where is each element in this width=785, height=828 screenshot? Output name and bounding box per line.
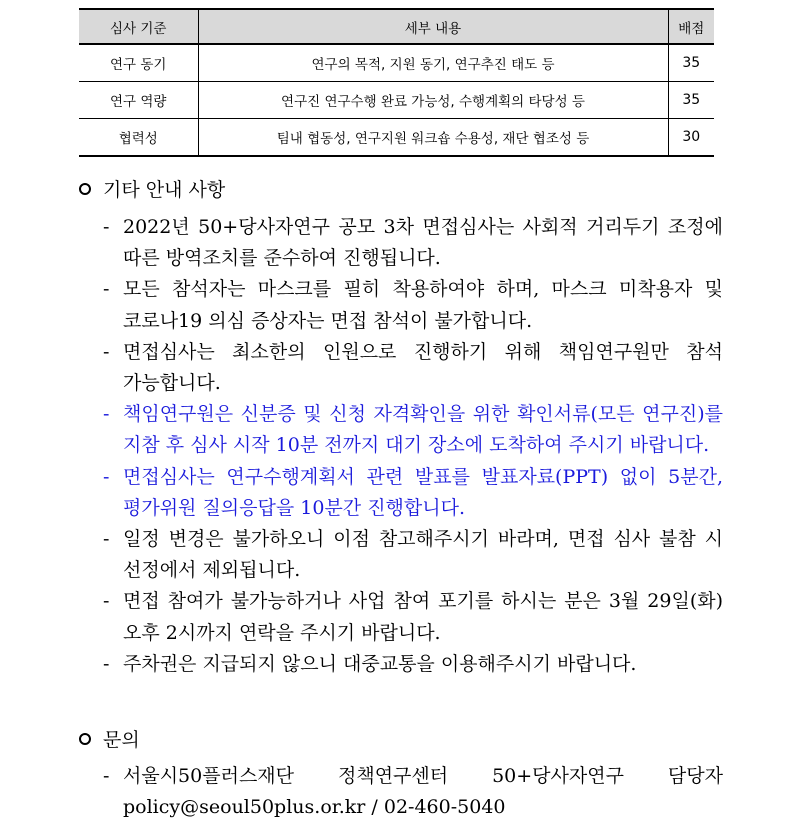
notice-item-text: 면접심사는 연구수행계획서 관련 발표를 발표자료(PPT) 없이 5분간, 평가위원 질의응답을 10분간 진행합니다. xyxy=(123,465,723,519)
list-item xyxy=(103,462,723,524)
list-item xyxy=(103,212,723,274)
cell-criteria: 연구 역량 xyxy=(79,82,198,119)
notice-heading-text: 기타 안내 사항 xyxy=(103,179,226,201)
table-row xyxy=(79,82,714,119)
column-header-score: 배점 xyxy=(668,9,714,44)
notice-item-text: 면접심사는 최소한의 인원으로 진행하기 위해 책임연구원만 참석 가능합니다. xyxy=(123,340,723,395)
contact-heading xyxy=(79,727,140,753)
cell-score: 35 xyxy=(668,82,714,119)
cell-detail: 연구의 목적, 지원 동기, 연구추진 태도 등 xyxy=(198,44,668,82)
cell-score: 35 xyxy=(668,44,714,82)
table-row xyxy=(79,44,714,82)
list-item xyxy=(103,399,723,461)
contact-item-text: 서울시50플러스재단 정책연구센터 50+당사자연구 담당자 policy@seoul50plus.or.kr / 02-460-5040 xyxy=(123,765,723,819)
notice-item-text: 일정 변경은 불가하오니 이점 참고해주시기 바라며, 면접 심사 불참 시 선정에서 제외됩니다. xyxy=(123,528,723,582)
dash-bullet: - xyxy=(103,216,110,238)
circle-bullet-icon xyxy=(79,183,91,195)
cell-detail: 연구진 연구수행 완료 가능성, 수행계획의 타당성 등 xyxy=(198,82,668,119)
list-item xyxy=(103,337,723,399)
list-item xyxy=(103,761,723,823)
cell-criteria: 연구 동기 xyxy=(79,44,198,82)
dash-bullet: - xyxy=(103,590,110,613)
notice-item-text: 면접 참여가 불가능하거나 사업 참여 포기를 하시는 분은 3월 29일(화) 오후 2시까지 연락을 주시기 바랍니다. xyxy=(123,590,723,644)
dash-bullet: - xyxy=(103,403,110,426)
notice-item-text: 주차권은 지급되지 않으니 대중교통을 이용해주시기 바랍니다. xyxy=(123,652,637,675)
list-item xyxy=(103,649,723,680)
circle-bullet-icon xyxy=(79,733,91,745)
list-item xyxy=(103,586,723,648)
dash-bullet: - xyxy=(103,465,110,488)
notice-item-text: 책임연구원은 신분증 및 신청 자격확인을 위한 확인서류(모든 연구진)를 지참 후 심사 시작 10분 전까지 대기 장소에 도착하여 주시기 바랍니다. xyxy=(123,403,723,457)
notice-item-text: 모든 참석자는 마스크를 필히 착용하여야 하며, 마스크 미착용자 및 코로나19 의심 증상자는 면접 참석이 불가합니다. xyxy=(123,278,723,332)
list-item xyxy=(103,524,723,586)
notice-list xyxy=(103,212,723,680)
table-header-row xyxy=(79,9,714,44)
cell-detail: 팀내 협동성, 연구지원 워크숍 수용성, 재단 협조성 등 xyxy=(198,119,668,157)
contact-heading-text: 문의 xyxy=(103,729,140,751)
notice-heading xyxy=(79,177,225,203)
column-header-detail: 세부 내용 xyxy=(198,9,668,44)
list-item xyxy=(103,274,723,336)
contact-list xyxy=(103,761,723,823)
criteria-table xyxy=(79,8,714,157)
dash-bullet: - xyxy=(103,652,110,675)
table-row xyxy=(79,119,714,157)
cell-score: 30 xyxy=(668,119,714,157)
column-header-criteria: 심사 기준 xyxy=(79,9,198,44)
cell-criteria: 협력성 xyxy=(79,119,198,157)
dash-bullet: - xyxy=(103,278,110,301)
dash-bullet: - xyxy=(103,340,110,363)
dash-bullet: - xyxy=(103,765,110,787)
notice-item-text: 2022년 50+당사자연구 공모 3차 면접심사는 사회적 거리두기 조정에 따른 방역조치를 준수하여 진행됩니다. xyxy=(123,216,723,270)
dash-bullet: - xyxy=(103,528,110,551)
